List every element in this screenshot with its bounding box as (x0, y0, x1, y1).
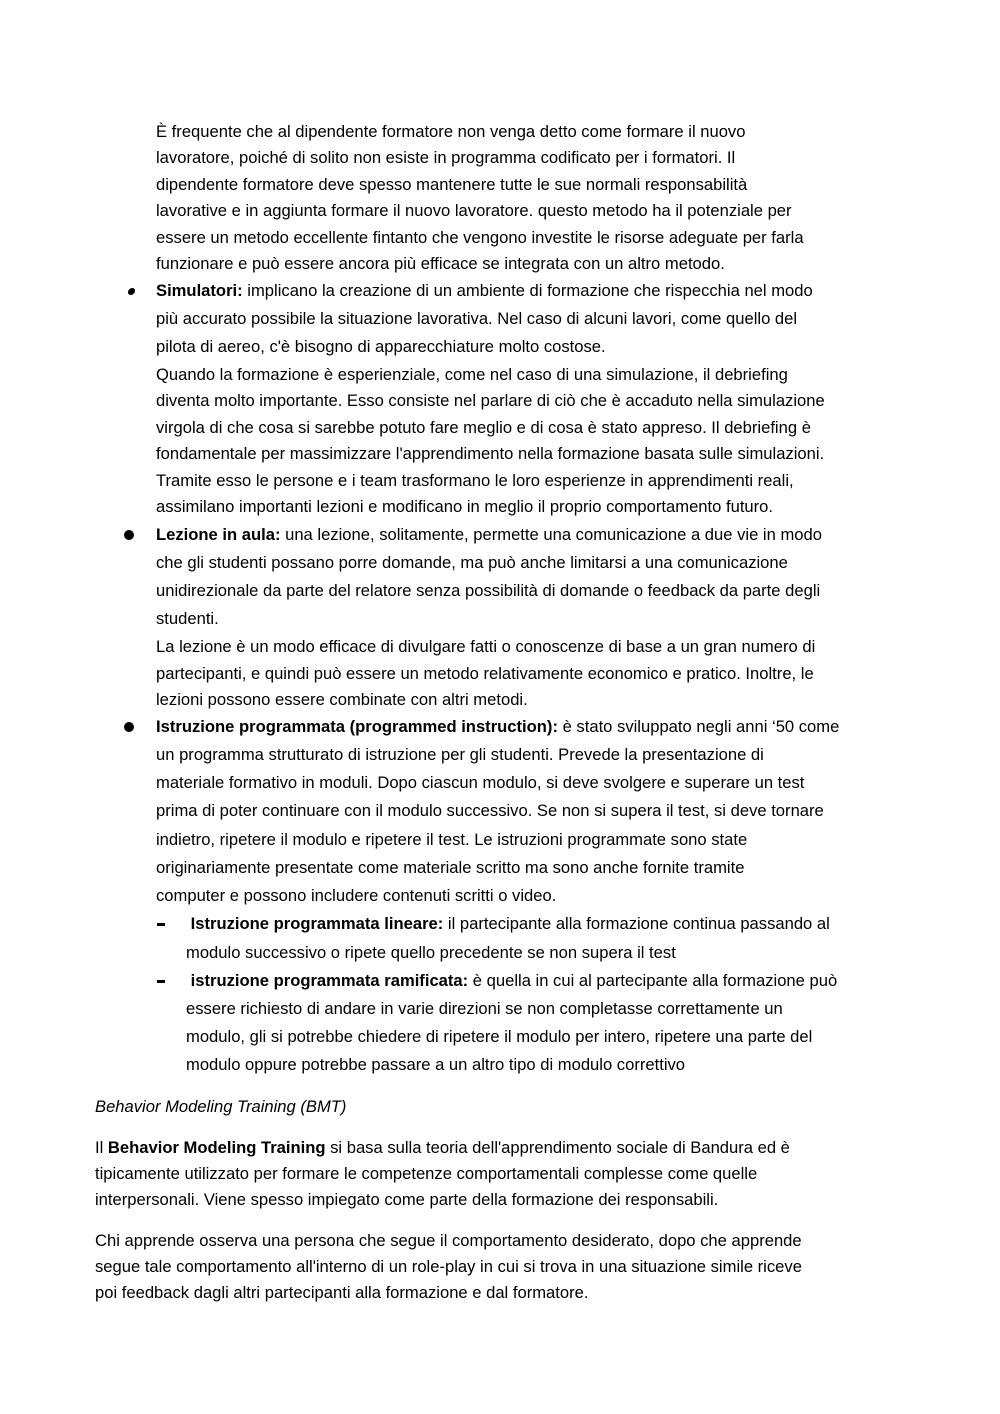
text-line: lavoratore, poiché di solito non esiste in programma codificato per i formatori. Il (156, 148, 736, 167)
text-span: è stato sviluppato negli anni ‘50 come (557, 717, 840, 736)
bullet-icon (124, 722, 134, 732)
text-line: prima di poter continuare con il modulo successivo. Se non si supera il test, si deve tornare (156, 801, 824, 820)
term-label: istruzione programmata ramificata: (190, 971, 469, 990)
text-line: diventa molto importante. Esso consiste nel parlare di ciò che è accaduto nella simulazione (156, 391, 825, 410)
text-line: Chi apprende osserva una persona che segue il comportamento desiderato, dopo che apprende (95, 1231, 802, 1250)
text-line: interpersonali. Viene spesso impiegato come parte della formazione dei responsabili. (95, 1190, 719, 1209)
text-span: è quella in cui al partecipante alla formazione può (468, 971, 838, 990)
text-line: pilota di aereo, c'è bisogno di apparecchiature molto costose. (156, 337, 606, 356)
text-line: La lezione è un modo efficace di divulgare fatti o conoscenze di base a un gran numero di (156, 637, 816, 656)
text-line: lezioni possono essere combinate con altri metodi. (156, 690, 528, 709)
sub-item-ramificata (186, 971, 837, 991)
text-span: il partecipante alla formazione continua passando al (443, 914, 830, 933)
text-line: essere richiesto di andare in varie direzioni se non completasse correttamente un (186, 999, 783, 1018)
bullet-icon (124, 530, 134, 540)
dash-icon (157, 923, 165, 926)
text-line: partecipanti, e quindi può essere un metodo relativamente economico e pratico. Inoltre, le (156, 664, 814, 683)
text-line: modulo, gli si potrebbe chiedere di ripetere il modulo per intero, ripetere una parte del (186, 1027, 813, 1046)
text-span: Il (95, 1138, 108, 1157)
text-line: Tramite esso le persone e i team trasformano le loro esperienze in apprendimenti reali, (156, 471, 794, 490)
list-item-lezione (156, 525, 822, 545)
text-line: tipicamente utilizzato per formare le competenze comportamentali complesse come quelle (95, 1164, 758, 1183)
term-label: Istruzione programmata (programmed instruction): (156, 717, 558, 736)
term-label: Simulatori: (156, 281, 243, 300)
heading-text: Behavior Modeling Training (BMT) (95, 1097, 347, 1116)
text-line: segue tale comportamento all'interno di un role-play in cui si trova in una situazione simile riceve (95, 1257, 802, 1276)
text-line: È frequente che al dipendente formatore non venga detto come formare il nuovo (156, 122, 746, 141)
dash-icon (157, 980, 165, 983)
text-line: Quando la formazione è esperienziale, come nel caso di una simulazione, il debriefing (156, 365, 788, 384)
text-line: originariamente presentate come materiale scritto ma sono anche fornite tramite (156, 858, 745, 877)
text-span: implicano la creazione di un ambiente di formazione che rispecchia nel modo (242, 281, 813, 300)
text-line: computer e possono includere contenuti scritti o video. (156, 886, 557, 905)
list-item-simulatori (156, 281, 813, 301)
text-line: funzionare e può essere ancora più efficace se integrata con un altro metodo. (156, 254, 725, 273)
list-item-istruzione (156, 717, 839, 737)
text-line: lavorative e in aggiunta formare il nuovo lavoratore. questo metodo ha il potenziale per (156, 201, 792, 220)
paragraph-line (95, 1138, 790, 1158)
text-line: assimilano importanti lezioni e modificano in meglio il proprio comportamento futuro. (156, 497, 774, 516)
text-line: modulo oppure potrebbe passare a un altro tipo di modulo correttivo (186, 1055, 686, 1074)
text-line: modulo successivo o ripete quello precedente se non supera il test (186, 943, 676, 962)
sub-item-lineare (186, 914, 830, 934)
text-line: un programma strutturato di istruzione per gli studenti. Prevede la presentazione di (156, 745, 764, 764)
text-line: materiale formativo in moduli. Dopo ciascun modulo, si deve svolgere e superare un test (156, 773, 805, 792)
term-label: Behavior Modeling Training (107, 1138, 326, 1157)
text-line: fondamentale per massimizzare l'apprendimento nella formazione basata sulle simulazioni. (156, 444, 825, 463)
text-span: si basa sulla teoria dell'apprendimento sociale di Bandura ed è (325, 1138, 790, 1157)
section-heading (95, 1097, 346, 1117)
text-line: unidirezionale da parte del relatore senza possibilità di domande o feedback da parte degli (156, 581, 821, 600)
bullet-icon (127, 288, 135, 295)
term-label: Lezione in aula: (156, 525, 281, 544)
text-span: una lezione, solitamente, permette una comunicazione a due vie in modo (280, 525, 822, 544)
text-line: dipendente formatore deve spesso mantenere tutte le sue normali responsabilità (156, 175, 748, 194)
text-line: più accurato possibile la situazione lavorativa. Nel caso di alcuni lavori, come quello del (156, 309, 798, 328)
text-line: essere un metodo eccellente fintanto che vengono investite le risorse adeguate per farla (156, 228, 804, 247)
text-line: poi feedback dagli altri partecipanti alla formazione e dal formatore. (95, 1283, 589, 1302)
text-line: virgola di che cosa si sarebbe potuto fare meglio e di cosa è stato appreso. Il debriefing è (156, 418, 811, 437)
text-line: indietro, ripetere il modulo e ripetere il test. Le istruzioni programmate sono state (156, 830, 748, 849)
term-label: Istruzione programmata lineare: (190, 914, 444, 933)
text-line: studenti. (156, 609, 219, 628)
text-line: che gli studenti possano porre domande, ma può anche limitarsi a una comunicazione (156, 553, 788, 572)
